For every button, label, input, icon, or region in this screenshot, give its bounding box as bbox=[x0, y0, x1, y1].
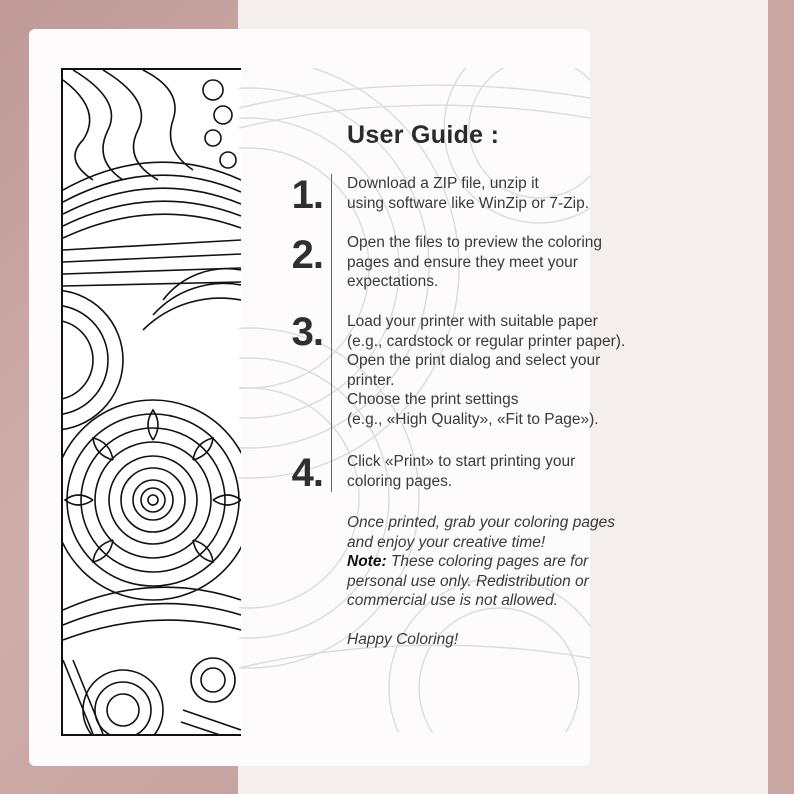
step-4-number: 4. bbox=[291, 451, 323, 495]
note-label: Note: bbox=[347, 553, 387, 570]
closing-message bbox=[347, 513, 717, 650]
closing-line-1: Once printed, grab your coloring pages bbox=[347, 514, 615, 531]
step-2-text: Open the files to preview the coloring pages and ensure they meet your expectations. bbox=[347, 234, 603, 290]
guide-title: User Guide : bbox=[347, 121, 500, 149]
note-text: These coloring pages are for bbox=[386, 553, 589, 570]
step-1-text: Download a ZIP file, unzip it using software like WinZip or 7-Zip. bbox=[347, 175, 590, 212]
closing-line-2: and enjoy your creative time! bbox=[347, 533, 546, 551]
step-3-number: 3. bbox=[291, 310, 323, 354]
step-4-text: Click «Print» to start printing your coloring pages. bbox=[347, 453, 576, 490]
step-1-number: 1. bbox=[291, 173, 323, 217]
step-3-text: Load your printer with suitable paper (e.g., cardstock or regular printer paper). Open the print dialog and select your printer. Choose the print settings (e.g., «High Quality», «Fit to Page»). bbox=[347, 313, 626, 428]
step-divider-line bbox=[331, 174, 332, 492]
step-2-number: 2. bbox=[291, 233, 323, 277]
note-line-1 bbox=[347, 552, 717, 572]
closing-spacer bbox=[347, 611, 717, 631]
signoff: Happy Coloring! bbox=[347, 631, 459, 648]
note-line-3: commercial use is not allowed. bbox=[347, 592, 559, 609]
note-line-2: personal use only. Redistribution or bbox=[347, 572, 589, 590]
